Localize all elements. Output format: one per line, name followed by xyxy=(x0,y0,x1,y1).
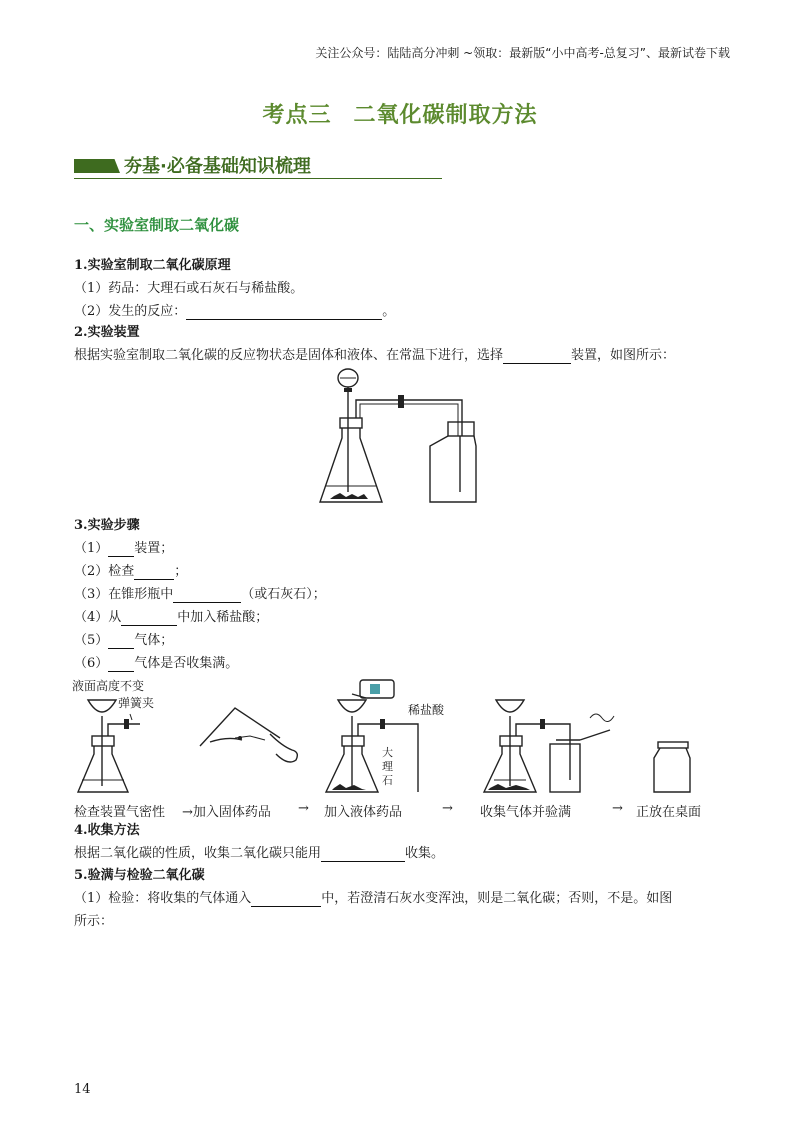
step-4-post: 中加入稀盐酸； xyxy=(177,610,269,625)
collect-line xyxy=(74,846,444,862)
step-1-pre: （1） xyxy=(74,541,109,556)
caption-arrow-2: → xyxy=(442,801,453,816)
title-part1: 考点三 xyxy=(262,103,332,128)
conical-flask xyxy=(320,418,382,502)
label-marble-3: 石 xyxy=(382,774,393,787)
delivery-tube xyxy=(356,395,462,492)
caption-airtight: 检查装置气密性 xyxy=(74,805,166,820)
reaction-prefix: （2）发生的反应： xyxy=(74,304,187,319)
step-6 xyxy=(74,656,238,672)
collect-gas-illustration xyxy=(484,700,614,792)
label-marble-2: 理 xyxy=(382,760,393,773)
test-before: （1）检验：将收集的气体通入 xyxy=(74,891,252,906)
step-1-post: 装置； xyxy=(134,541,174,556)
drug-line: （1）药品：大理石或石灰石与稀盐酸。 xyxy=(74,281,304,296)
reaction-suffix: 。 xyxy=(382,304,396,319)
heading-apparatus: 2.实验装置 xyxy=(74,325,140,340)
caption-arrow-1: → xyxy=(298,801,309,816)
step-4-blank xyxy=(121,612,177,626)
step-2-post: ； xyxy=(174,564,188,579)
step-6-blank xyxy=(108,658,134,672)
page-number: 14 xyxy=(74,1082,91,1097)
banner-bar xyxy=(74,159,120,173)
apparatus-after: 装置，如图所示： xyxy=(571,348,676,363)
step-5-pre: （5） xyxy=(74,633,109,648)
add-solid-illustration xyxy=(200,708,297,762)
step-4-pre: （4）从 xyxy=(74,610,122,625)
gas-bottle xyxy=(430,422,476,502)
step-5 xyxy=(74,633,173,649)
banner-text: 夯基·必备基础知识梳理 xyxy=(124,156,311,177)
heading-principle: 1.实验室制取二氧化碳原理 xyxy=(74,258,231,273)
step-3-pre: （3）在锥形瓶中 xyxy=(74,587,174,602)
page-title xyxy=(0,98,800,129)
label-dilute-hcl: 稀盐酸 xyxy=(408,703,445,717)
caption-arrow-3: → xyxy=(612,801,623,816)
step-1-blank xyxy=(108,543,134,557)
collect-blank xyxy=(321,848,405,862)
step-3 xyxy=(74,587,326,603)
apparatus-line xyxy=(74,348,675,364)
caption-collect: 收集气体并验满 xyxy=(480,805,572,820)
banner-underline xyxy=(74,178,442,179)
title-part2: 二氧化碳制取方法 xyxy=(353,103,538,128)
heading-verify: 5.验满与检验二氧化碳 xyxy=(74,868,205,883)
caption-add-solid: →加入固体药品 xyxy=(182,805,271,820)
step-2-blank xyxy=(134,566,174,580)
collect-before: 根据二氧化碳的性质，收集二氧化碳只能用 xyxy=(74,846,322,861)
apparatus-diagram xyxy=(300,366,500,512)
reaction-line xyxy=(74,304,395,320)
gas-bottle-on-table xyxy=(654,742,690,792)
step-6-pre: （6） xyxy=(74,656,109,671)
label-liquid-level: 液面高度不变 xyxy=(72,679,145,693)
separatory-funnel xyxy=(338,369,358,492)
heading-collect: 4.收集方法 xyxy=(74,823,140,838)
header-note: 关注公众号：陆陆高分冲刺 ~领取：最新版“小中高考-总复习”、最新试卷下载 xyxy=(315,46,730,60)
test-blank xyxy=(251,893,321,907)
step-2 xyxy=(74,564,187,580)
airtightness-check xyxy=(72,678,154,792)
step-3-blank xyxy=(173,589,241,603)
step-6-post: 气体是否收集满。 xyxy=(134,656,239,671)
steps-figure xyxy=(70,676,730,800)
step-2-pre: （2）检查 xyxy=(74,564,135,579)
section-banner xyxy=(74,152,442,182)
apparatus-blank xyxy=(503,350,571,364)
label-marble-1: 大 xyxy=(382,746,393,759)
label-spring-clip: 弹簧夹 xyxy=(118,696,155,710)
test-cont: 所示： xyxy=(74,914,114,929)
apparatus-before: 根据实验室制取二氧化碳的反应物状态是固体和液体、在常温下进行，选择 xyxy=(74,348,504,363)
collect-after: 收集。 xyxy=(405,846,445,861)
reaction-blank xyxy=(186,306,382,320)
section-title: 一、实验室制取二氧化碳 xyxy=(74,216,240,234)
step-1 xyxy=(74,541,173,557)
caption-upright: 正放在桌面 xyxy=(636,805,702,820)
step-5-blank xyxy=(108,635,134,649)
heading-steps: 3.实验步骤 xyxy=(74,518,140,533)
test-line xyxy=(74,891,672,907)
step-4 xyxy=(74,610,268,626)
step-5-post: 气体； xyxy=(134,633,174,648)
caption-add-liquid: 加入液体药品 xyxy=(324,805,403,820)
add-liquid-illustration xyxy=(326,680,445,792)
test-after: 中，若澄清石灰水变浑浊，则是二氧化碳；否则，不是。如图 xyxy=(321,891,673,906)
step-3-post: （或石灰石）； xyxy=(241,587,326,602)
